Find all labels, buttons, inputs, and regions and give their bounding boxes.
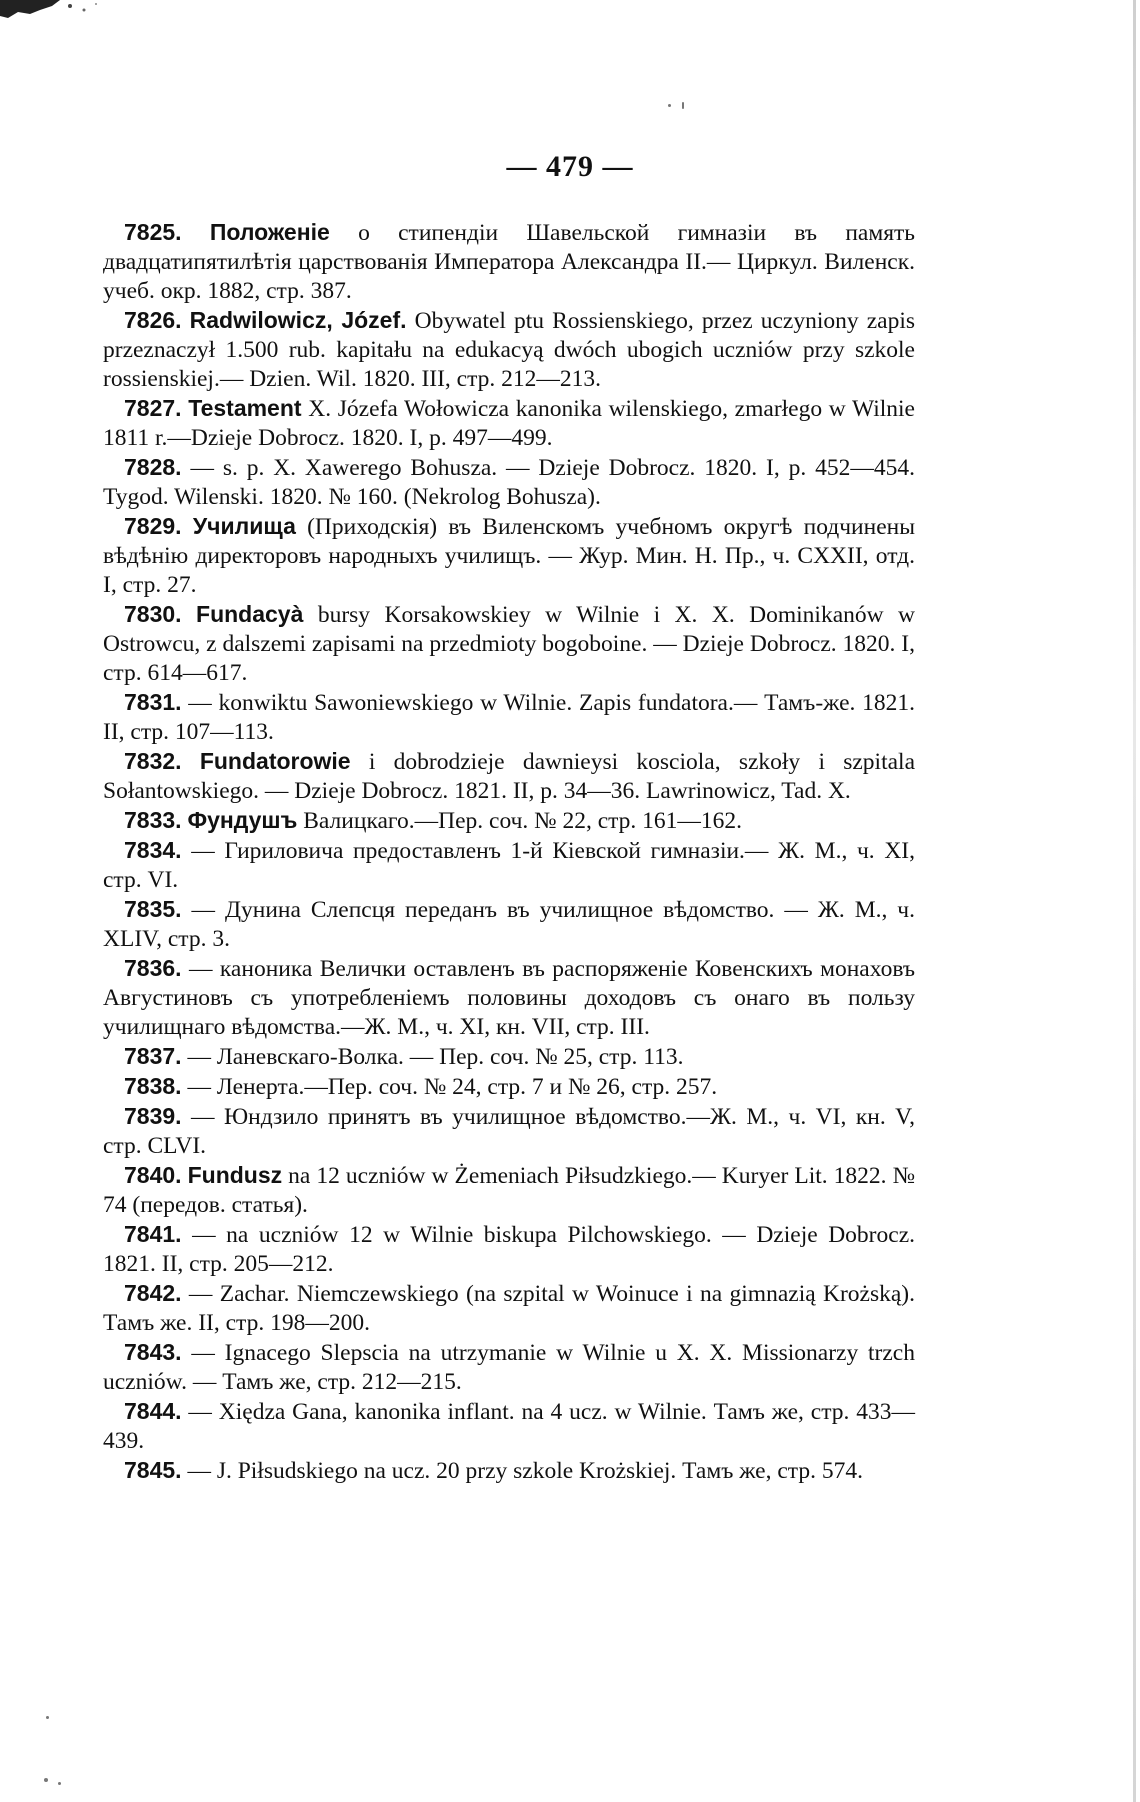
entry-text: — konwiktu Sawoniewskiego w Wilnie. Zapis fundatora.— Тамъ-же. 1821. II, стр. 107—113. <box>103 690 915 745</box>
entry-text: — Ленерта.—Пер. соч. № 24, стр. 7 и № 26, стр. 257. <box>181 1074 718 1100</box>
scan-speck <box>58 1782 61 1785</box>
bibliography-entry <box>103 1456 915 1486</box>
page-edge <box>1133 0 1136 1802</box>
entry-heading: Fundacyà <box>196 601 304 627</box>
bibliography-entry <box>103 1161 915 1220</box>
bibliography-entry <box>103 453 915 512</box>
entry-number: 7835. <box>124 896 182 922</box>
entry-text: — s. p. X. Xawerego Bohusza. — Dzieje Dobrocz. 1820. I, p. 452—454. Tygod. Wilenski. 1820. № 160. (Nekrolog Bohusza). <box>103 455 915 510</box>
entry-text: Валицкаго.—Пер. соч. № 22, стр. 161—162. <box>297 808 743 834</box>
entry-heading: Fundusz <box>187 1162 283 1188</box>
bibliography-entry <box>103 1072 915 1102</box>
bibliography-entry <box>103 512 915 600</box>
bibliography-entry <box>103 218 915 306</box>
entry-text: — Ланевскаго-Волка. — Пер. соч. № 25, стр. 113. <box>181 1044 684 1070</box>
bibliography-entry <box>103 1338 915 1397</box>
entry-text: — Гириловича предоставленъ 1-й Кіевской гимназіи.— Ж. М., ч. XI, стр. VI. <box>103 838 915 893</box>
entry-text: — J. Piłsudskiego na ucz. 20 przy szkole Krożskiej. Тамъ же, стр. 574. <box>181 1458 863 1484</box>
entry-heading: Testament <box>188 395 302 421</box>
entry-number: 7844. <box>124 1398 182 1424</box>
entry-number: 7836. <box>124 955 182 981</box>
bibliography-entry <box>103 1042 915 1072</box>
entry-number: 7838. <box>124 1073 182 1099</box>
entry-text: i dobrodzieje dawnieysi kosciola, szkoły i szpitala Sołantowskiego. — Dzieje Dobrocz. 1821. II, p. 34—36. Lawrinowicz, Tad. X. <box>103 749 915 804</box>
entry-text: — каноника Велички оставленъ въ распоряженіе Ковенскихъ монаховъ Августиновъ съ употребленіемъ половины доходовъ съ онаго въ пользу училищнаго вѣдомства.—Ж. М., ч. XI, кн. VII, стр. III. <box>103 956 915 1040</box>
entry-heading: Radwilowicz, Józef. <box>189 307 407 333</box>
entry-number: 7834. <box>124 837 182 863</box>
bibliography-entry <box>103 747 915 806</box>
bibliography-entry <box>103 394 915 453</box>
bibliography-entry <box>103 954 915 1042</box>
bibliography-entry <box>103 806 915 836</box>
bibliography-entry <box>103 836 915 895</box>
entry-text: (Приходскія) въ Виленскомъ учебномъ округѣ подчинены вѣдѣнію директоровъ народныхъ училищъ. — Жур. Мин. Н. Пр., ч. CXXII, отд. I, стр. 27. <box>103 514 916 598</box>
bibliography-entry <box>103 1279 915 1338</box>
entry-text: — Дунина Слепсця переданъ въ училищное вѣдомство. — Ж. М., ч. XLIV, стр. 3. <box>103 897 915 952</box>
scan-speck <box>44 1778 48 1782</box>
entry-text: X. Józefa Wołowicza kanonika wilenskiego, zmarłego w Wilnie 1811 r.—Dzieje Dobrocz. 1820. I, p. 497—499. <box>103 396 915 451</box>
entry-heading: Fundatorowie <box>199 748 351 774</box>
entry-number: 7830. <box>124 601 182 627</box>
entry-number: 7843. <box>124 1339 182 1365</box>
scan-smudge-icon <box>0 0 110 26</box>
entry-number: 7826. <box>124 307 182 333</box>
entry-number: 7841. <box>124 1221 182 1247</box>
entry-number: 7827. <box>124 395 182 421</box>
entry-number: 7839. <box>124 1103 182 1129</box>
scan-speck <box>46 1716 49 1719</box>
entry-heading: Положеніе <box>209 219 330 245</box>
entry-text: — Юндзило принятъ въ училищное вѣдомство.—Ж. М., ч. VI, кн. V, стр. CLVI. <box>103 1104 915 1159</box>
entry-heading: Фундушъ <box>187 807 298 833</box>
bibliography-entry <box>103 1220 915 1279</box>
entry-heading: Училища <box>192 513 296 539</box>
entry-number: 7842. <box>124 1280 182 1306</box>
entry-text: na 12 uczniów w Żemeniach Piłsudzkiego.— Kuryer Lit. 1822. № 74 (передов. статья). <box>103 1163 915 1218</box>
entry-number: 7833. <box>124 807 182 833</box>
entry-number: 7831. <box>124 689 182 715</box>
bibliography-entry <box>103 895 915 954</box>
entry-text: — Xiędza Gana, kanonika inflant. na 4 ucz. w Wilnie. Тамъ же, стр. 433—439. <box>103 1399 915 1454</box>
entry-number: 7828. <box>124 454 182 480</box>
bibliography-entry <box>103 600 915 688</box>
entry-text: — na uczniów 12 w Wilnie biskupa Pilchowskiego. — Dzieje Dobrocz. 1821. II, стр. 205—212. <box>103 1222 915 1277</box>
entry-text: — Ignacego Slepscia na utrzymanie w Wilnie u X. X. Missionarzy trzch uczniów. — Тамъ же, стр. 212—215. <box>103 1340 915 1395</box>
bibliography-entry <box>103 306 915 394</box>
entry-text: Obywatel ptu Rossienskiego, przez uczyniony zapis przeznaczył 1.500 rub. kapitału na edukacyą dwóch ubogich uczniów przy szkole rossienskiej.— Dzien. Wil. 1820. III, стр. 212—213. <box>103 308 915 392</box>
bibliography-entry <box>103 1102 915 1161</box>
scan-speck <box>668 104 671 107</box>
entry-number: 7825. <box>124 219 182 245</box>
entry-number: 7832. <box>124 748 182 774</box>
bibliography-entry <box>103 688 915 747</box>
bibliography-entry <box>103 1397 915 1456</box>
entries-list <box>103 218 915 1486</box>
page-number: — 479 — <box>506 150 634 183</box>
entry-text: bursy Korsakowskiey w Wilnie i X. X. Dominikanów w Ostrowcu, z dalszemi zapisami na przedmioty bogoboine. — Dzieje Dobrocz. 1820. I, стр. 614—617. <box>103 602 916 686</box>
entry-number: 7845. <box>124 1457 182 1483</box>
scan-speck <box>682 102 684 109</box>
entry-text: о стипендіи Шавельской гимназіи въ память двадцатипятилѣтія царствованія Императора Александра II.— Циркул. Виленск. учеб. окр. 1882, стр. 387. <box>103 220 915 304</box>
entry-number: 7840. <box>124 1162 182 1188</box>
entry-number: 7837. <box>124 1043 182 1069</box>
entry-number: 7829. <box>124 513 182 539</box>
entry-text: — Zachar. Niemczewskiego (na szpital w Woinuce i na gimnazią Krożską). Тамъ же. II, стр. 198—200. <box>103 1281 915 1336</box>
